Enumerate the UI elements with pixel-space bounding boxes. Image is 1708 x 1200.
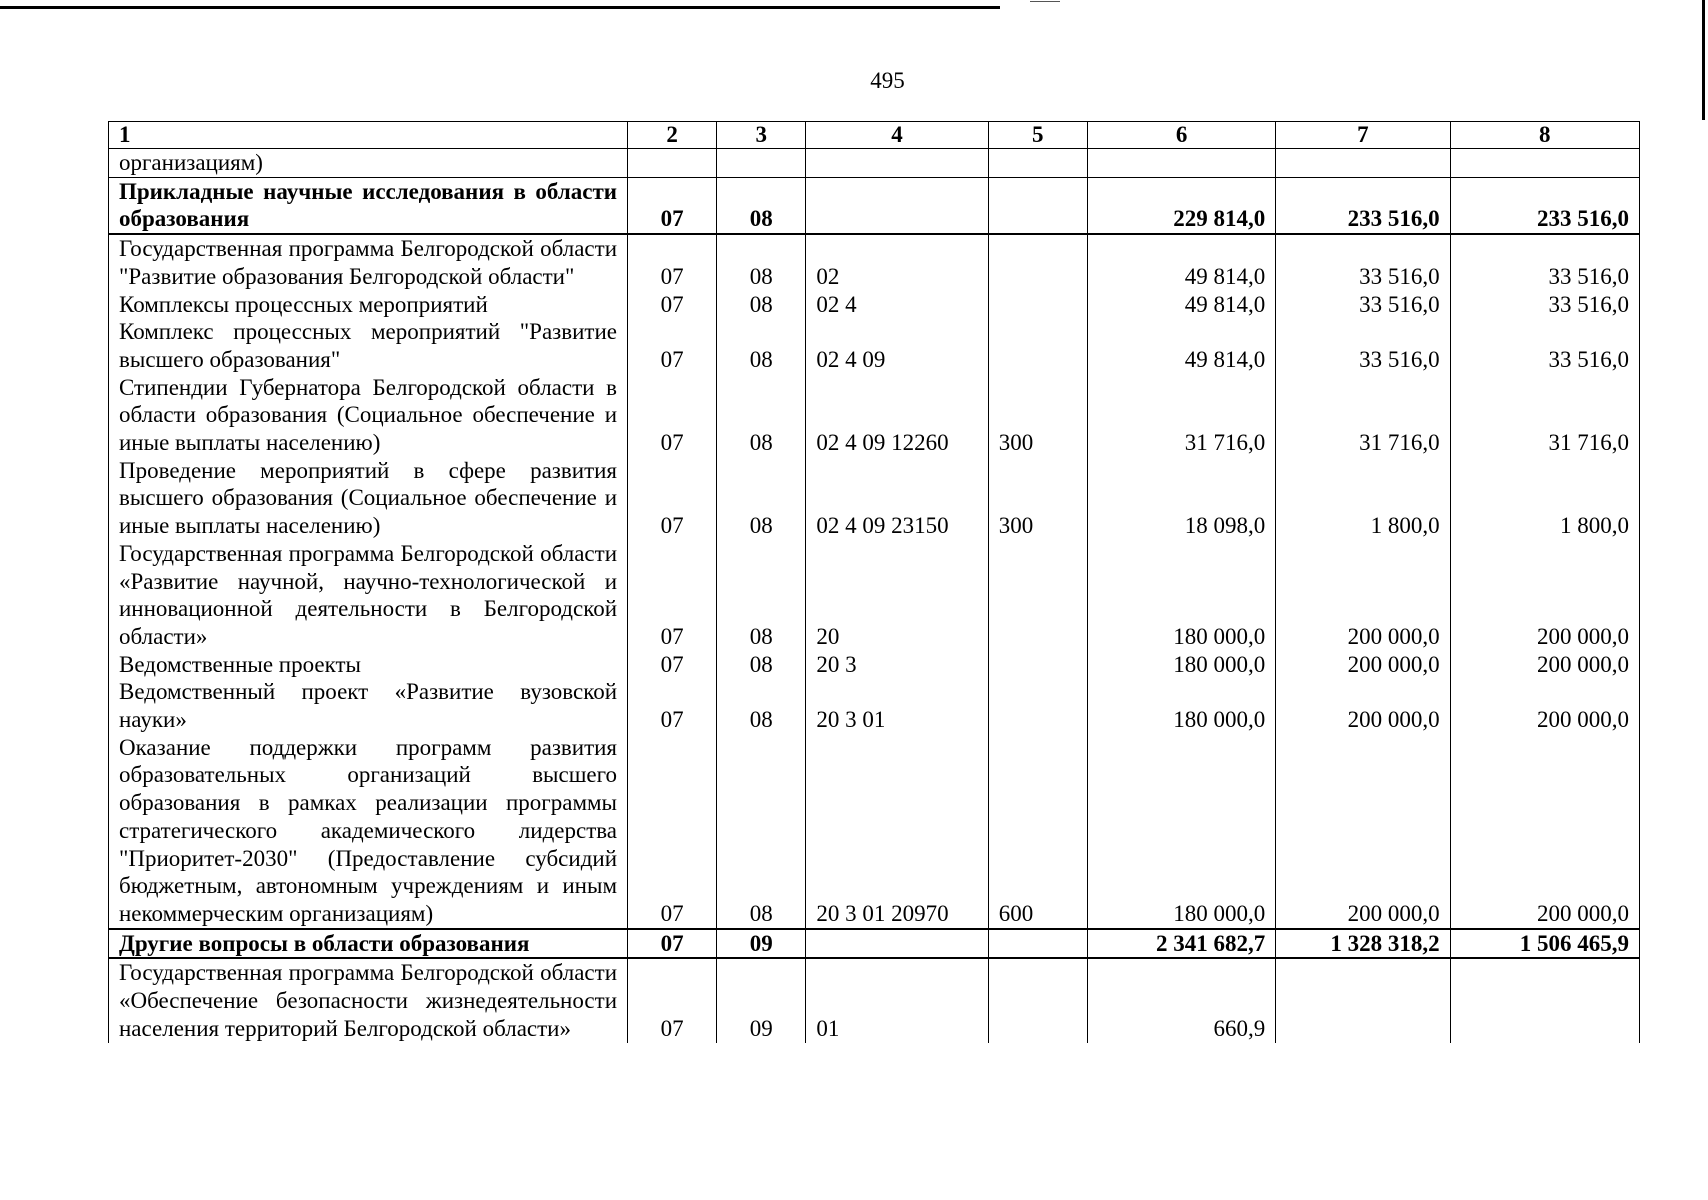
row-subsection-cell: 08 — [717, 234, 806, 290]
column-header: 6 — [1087, 122, 1275, 149]
row-expense-type-cell — [988, 318, 1087, 373]
row-expense-type-cell: 300 — [988, 457, 1087, 540]
row-target-item-cell: 02 4 09 12260 — [806, 374, 988, 457]
row-year-2026-cell: 1 506 465,9 — [1450, 929, 1639, 959]
row-year-2024-cell: 31 716,0 — [1087, 374, 1275, 457]
row-target-item-cell: 01 — [806, 958, 988, 1042]
row-expense-type-cell: 300 — [988, 374, 1087, 457]
row-subsection-cell: 09 — [717, 958, 806, 1042]
column-header: 3 — [717, 122, 806, 149]
row-year-2024-cell: 180 000,0 — [1087, 651, 1275, 679]
row-section-cell: 07 — [628, 651, 717, 679]
table-header-row — [109, 122, 1640, 149]
column-header: 5 — [988, 122, 1087, 149]
table-row — [109, 678, 1640, 733]
row-year-2025-cell: 200 000,0 — [1276, 540, 1450, 651]
row-subsection-cell: 08 — [717, 678, 806, 733]
row-name-cell: Другие вопросы в области образования — [109, 929, 628, 959]
row-target-item-cell — [806, 149, 988, 178]
row-year-2024-cell: 49 814,0 — [1087, 291, 1275, 319]
table-row — [109, 291, 1640, 319]
row-subsection-cell: 08 — [717, 540, 806, 651]
row-year-2024-cell: 180 000,0 — [1087, 678, 1275, 733]
row-expense-type-cell — [988, 234, 1087, 290]
row-year-2024-cell: 660,9 — [1087, 958, 1275, 1042]
row-target-item-cell: 02 4 09 — [806, 318, 988, 373]
row-section-cell: 07 — [628, 234, 717, 290]
row-subsection-cell: 08 — [717, 734, 806, 929]
row-year-2024-cell: 229 814,0 — [1087, 177, 1275, 234]
row-year-2026-cell — [1450, 958, 1639, 1042]
row-year-2026-cell: 33 516,0 — [1450, 234, 1639, 290]
row-name-cell: Стипендии Губернатора Белгородской области в области образования (Социальное обеспечение и иные выплаты населению) — [109, 374, 628, 457]
row-section-cell: 07 — [628, 177, 717, 234]
row-section-cell — [628, 149, 717, 178]
row-year-2025-cell: 1 328 318,2 — [1276, 929, 1450, 959]
row-year-2026-cell: 1 800,0 — [1450, 457, 1639, 540]
table-row — [109, 149, 1640, 178]
row-target-item-cell: 20 3 01 20970 — [806, 734, 988, 929]
row-year-2024-cell: 18 098,0 — [1087, 457, 1275, 540]
row-target-item-cell: 20 — [806, 540, 988, 651]
row-name-cell: Ведомственные проекты — [109, 651, 628, 679]
row-section-cell: 07 — [628, 678, 717, 733]
row-year-2024-cell: 49 814,0 — [1087, 318, 1275, 373]
row-expense-type-cell — [988, 540, 1087, 651]
row-section-cell: 07 — [628, 457, 717, 540]
table-row — [109, 234, 1640, 290]
row-year-2026-cell: 31 716,0 — [1450, 374, 1639, 457]
row-year-2024-cell — [1087, 149, 1275, 178]
row-year-2025-cell: 33 516,0 — [1276, 291, 1450, 319]
row-subsection-cell: 08 — [717, 457, 806, 540]
row-year-2024-cell: 180 000,0 — [1087, 734, 1275, 929]
row-subsection-cell: 09 — [717, 929, 806, 959]
row-name-cell: Государственная программа Белгородской области "Развитие образования Белгородской области" — [109, 234, 628, 290]
row-target-item-cell — [806, 177, 988, 234]
budget-table — [108, 121, 1640, 1043]
row-target-item-cell: 02 4 09 23150 — [806, 457, 988, 540]
table-row — [109, 457, 1640, 540]
row-expense-type-cell — [988, 291, 1087, 319]
table-section-row — [109, 177, 1640, 234]
row-target-item-cell: 20 3 — [806, 651, 988, 679]
row-subsection-cell: 08 — [717, 318, 806, 373]
row-target-item-cell: 20 3 01 — [806, 678, 988, 733]
column-header: 7 — [1276, 122, 1450, 149]
row-name-cell: Комплекс процессных мероприятий "Развитие высшего образования" — [109, 318, 628, 373]
row-year-2025-cell: 33 516,0 — [1276, 318, 1450, 373]
row-year-2026-cell: 200 000,0 — [1450, 651, 1639, 679]
row-expense-type-cell — [988, 149, 1087, 178]
column-header: 4 — [806, 122, 988, 149]
top-rule-secondary — [1030, 1, 1060, 2]
table-row — [109, 318, 1640, 373]
row-year-2024-cell: 180 000,0 — [1087, 540, 1275, 651]
row-name-cell: Государственная программа Белгородской области «Развитие научной, научно-технологической и инновационной деятельности в Белгородской области» — [109, 540, 628, 651]
row-year-2025-cell — [1276, 958, 1450, 1042]
row-subsection-cell: 08 — [717, 177, 806, 234]
row-section-cell: 07 — [628, 929, 717, 959]
row-name-cell: Государственная программа Белгородской области «Обеспечение безопасности жизнедеятельности населения территорий Белгородской области» — [109, 958, 628, 1042]
row-year-2024-cell: 49 814,0 — [1087, 234, 1275, 290]
row-expense-type-cell — [988, 678, 1087, 733]
row-expense-type-cell — [988, 177, 1087, 234]
row-target-item-cell: 02 4 — [806, 291, 988, 319]
row-year-2026-cell: 200 000,0 — [1450, 734, 1639, 929]
row-section-cell: 07 — [628, 374, 717, 457]
row-section-cell: 07 — [628, 540, 717, 651]
row-year-2025-cell: 33 516,0 — [1276, 234, 1450, 290]
column-header: 8 — [1450, 122, 1639, 149]
row-name-cell: Комплексы процессных мероприятий — [109, 291, 628, 319]
table-row — [109, 734, 1640, 929]
top-rule — [0, 6, 1000, 9]
row-year-2025-cell: 233 516,0 — [1276, 177, 1450, 234]
row-expense-type-cell: 600 — [988, 734, 1087, 929]
column-header: 1 — [109, 122, 628, 149]
row-year-2026-cell: 233 516,0 — [1450, 177, 1639, 234]
row-target-item-cell: 02 — [806, 234, 988, 290]
row-section-cell: 07 — [628, 734, 717, 929]
row-section-cell: 07 — [628, 958, 717, 1042]
row-year-2026-cell: 200 000,0 — [1450, 678, 1639, 733]
column-header: 2 — [628, 122, 717, 149]
row-subsection-cell: 08 — [717, 651, 806, 679]
row-name-cell: Прикладные научные исследования в области образования — [109, 177, 628, 234]
row-expense-type-cell — [988, 958, 1087, 1042]
row-name-cell: Ведомственный проект «Развитие вузовской науки» — [109, 678, 628, 733]
row-year-2024-cell: 2 341 682,7 — [1087, 929, 1275, 959]
row-section-cell: 07 — [628, 291, 717, 319]
table-row — [109, 540, 1640, 651]
table-row — [109, 374, 1640, 457]
row-year-2026-cell: 200 000,0 — [1450, 540, 1639, 651]
row-name-cell: Оказание поддержки программ развития образовательных организаций высшего образования в рамках реализации программы стратегического академического лидерства "Приоритет-2030" (Предоставление субсидий бюджетным, автономным учреждениям и иным некоммерческим организациям) — [109, 734, 628, 929]
row-target-item-cell — [806, 929, 988, 959]
table-section-row — [109, 929, 1640, 959]
row-section-cell: 07 — [628, 318, 717, 373]
row-year-2026-cell: 33 516,0 — [1450, 291, 1639, 319]
row-year-2025-cell — [1276, 149, 1450, 178]
row-name-cell: организациям) — [109, 149, 628, 178]
row-year-2025-cell: 31 716,0 — [1276, 374, 1450, 457]
row-year-2025-cell: 1 800,0 — [1276, 457, 1450, 540]
page-edge — [1702, 0, 1705, 120]
row-year-2025-cell: 200 000,0 — [1276, 678, 1450, 733]
row-subsection-cell — [717, 149, 806, 178]
row-year-2025-cell: 200 000,0 — [1276, 651, 1450, 679]
row-subsection-cell: 08 — [717, 374, 806, 457]
page-number: 495 — [870, 68, 905, 93]
row-year-2026-cell: 33 516,0 — [1450, 318, 1639, 373]
row-year-2026-cell — [1450, 149, 1639, 178]
row-year-2025-cell: 200 000,0 — [1276, 734, 1450, 929]
row-expense-type-cell — [988, 651, 1087, 679]
row-subsection-cell: 08 — [717, 291, 806, 319]
row-name-cell: Проведение мероприятий в сфере развития высшего образования (Социальное обеспечение и иные выплаты населению) — [109, 457, 628, 540]
table-row — [109, 958, 1640, 1042]
table-row — [109, 651, 1640, 679]
row-expense-type-cell — [988, 929, 1087, 959]
